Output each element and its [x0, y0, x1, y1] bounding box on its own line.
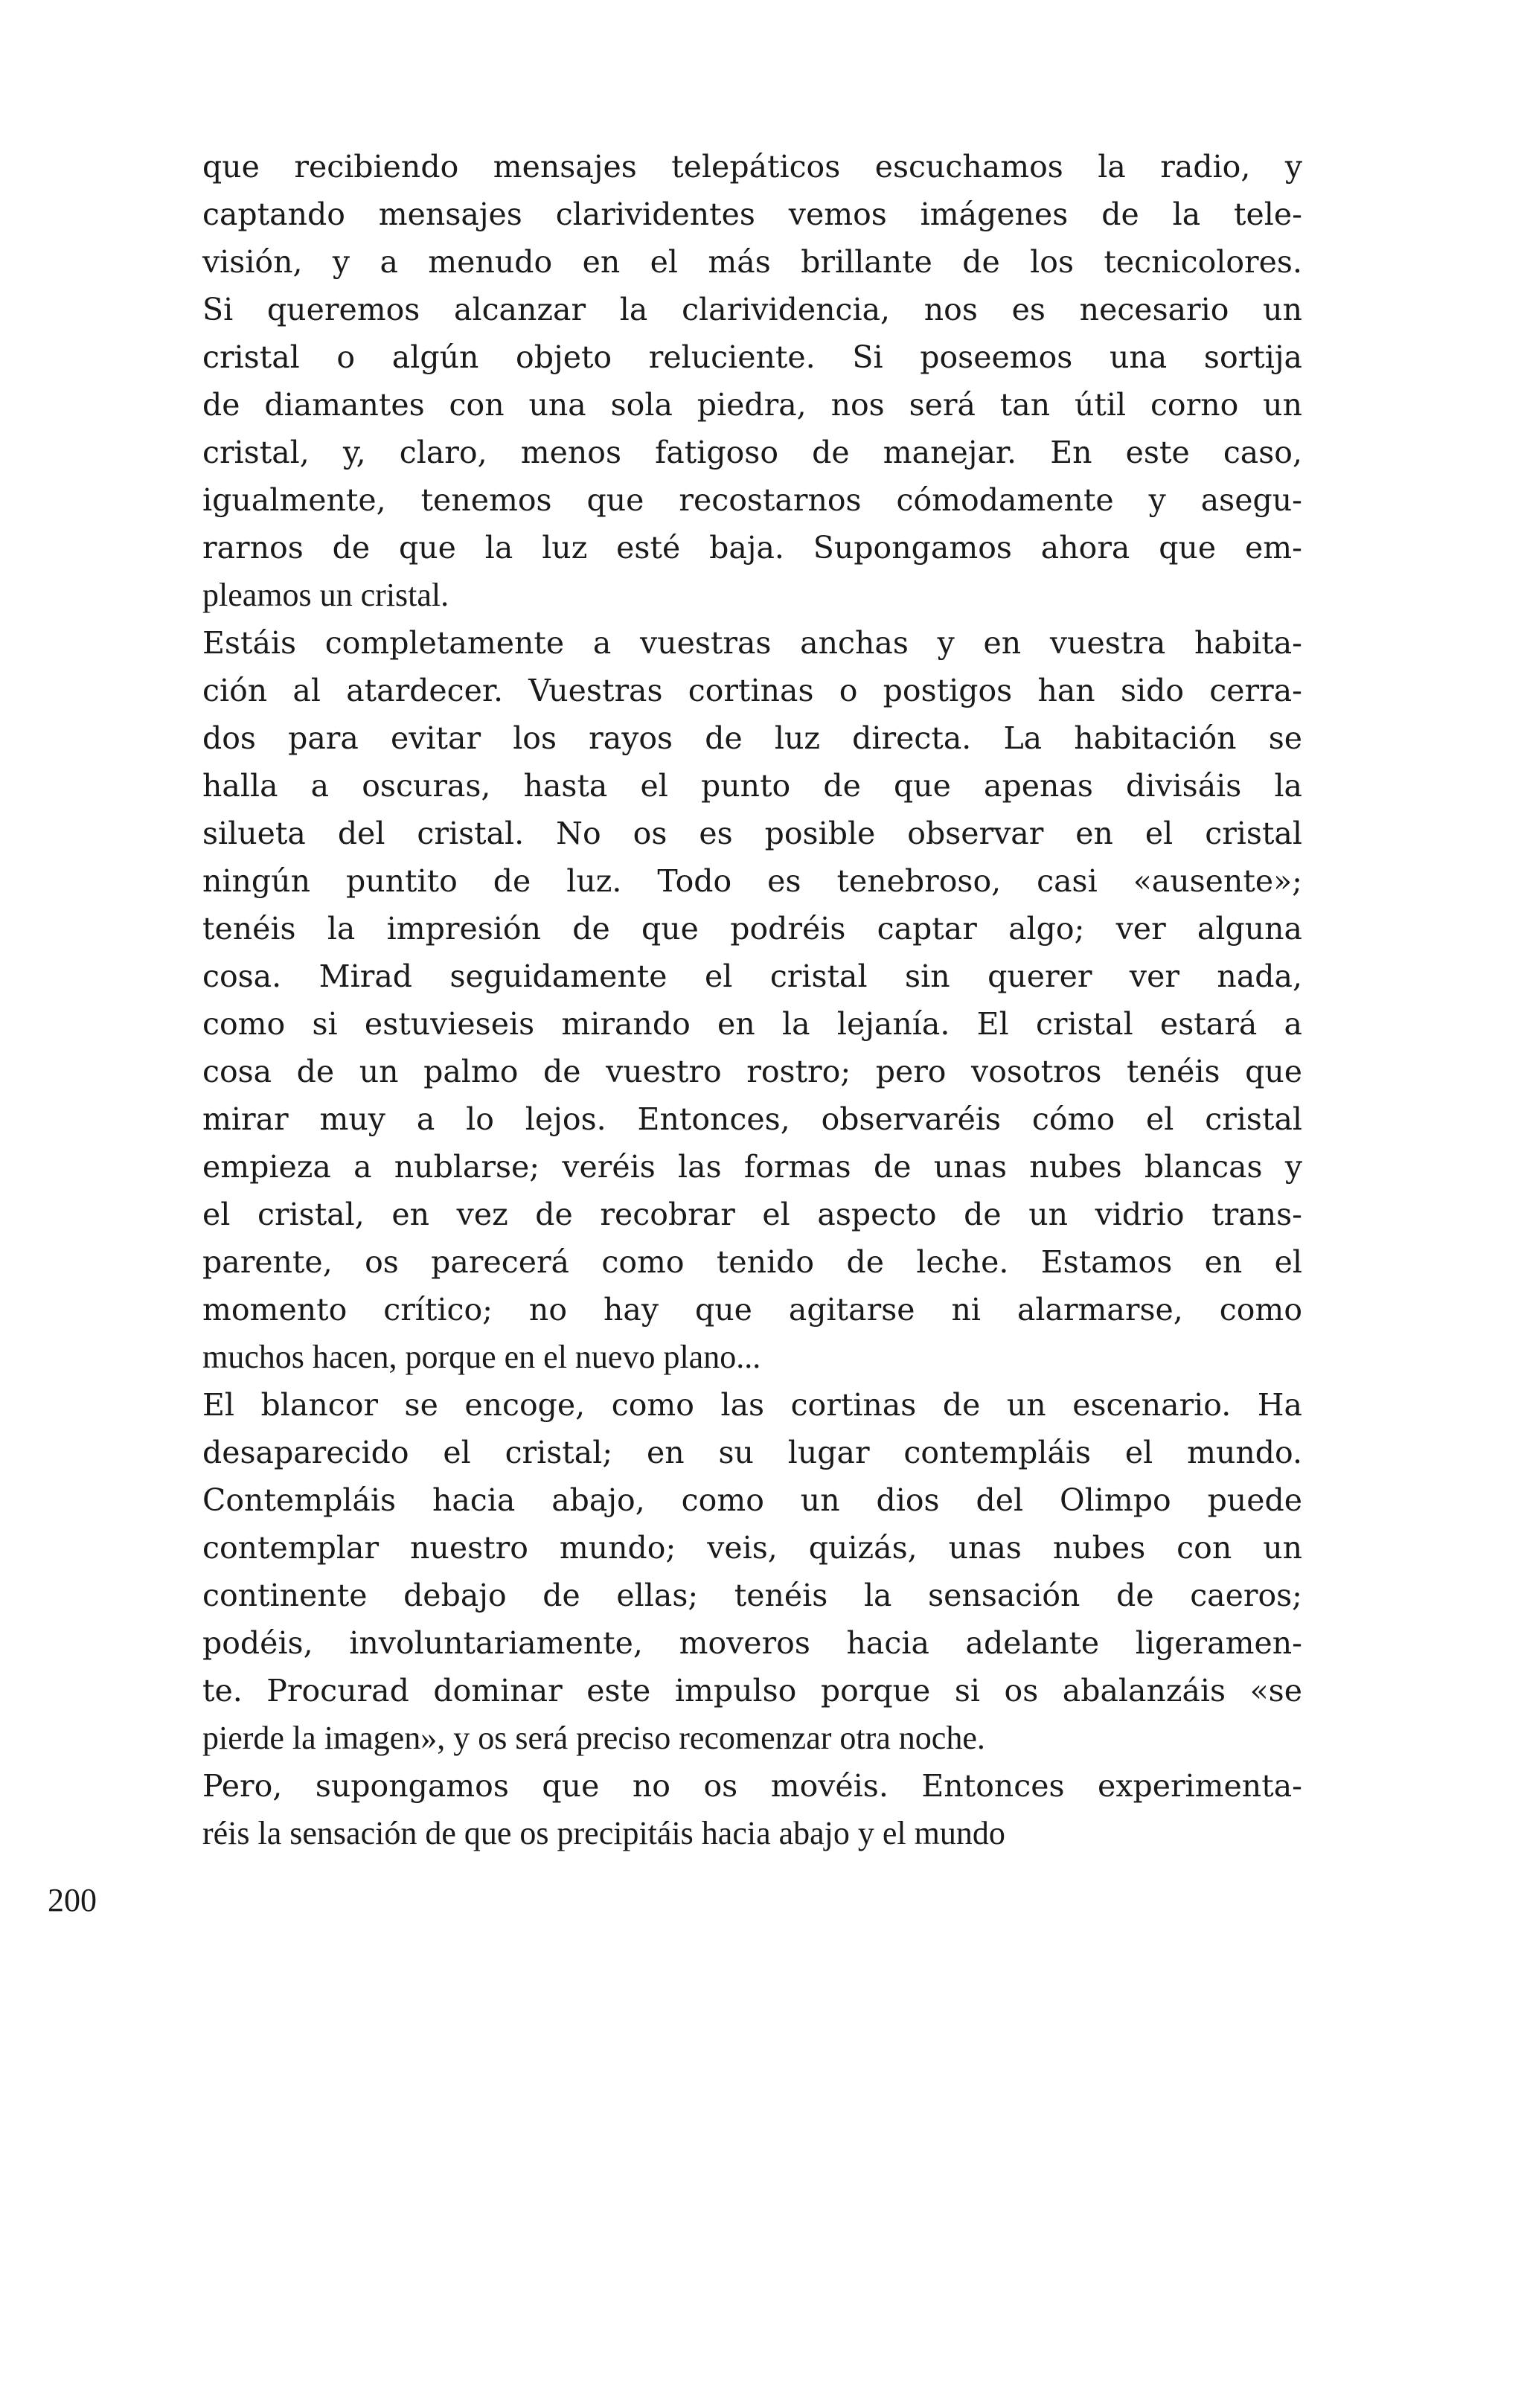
text-line: muchos hacen, porque en el nuevo plano... [202, 1339, 761, 1375]
text-line: cristal, y, claro, menos fatigoso de manejar. En este caso, [202, 435, 1302, 470]
page-number: 200 [48, 1882, 97, 1918]
text-line: podéis, involuntariamente, moveros hacia adelante ligeramen- [202, 1625, 1302, 1661]
text-line: el cristal, en vez de recobrar el aspecto de un vidrio trans- [202, 1197, 1302, 1232]
paragraph [202, 143, 1302, 619]
text-line: dos para evitar los rayos de luz directa. La habitación se [202, 720, 1302, 756]
text-line: de diamantes con una sola piedra, nos será tan útil corno un [202, 387, 1302, 423]
text-line: El blancor se encoge, como las cortinas de un escenario. Ha [202, 1387, 1302, 1423]
paragraph [202, 1381, 1302, 1762]
paragraph [202, 619, 1302, 1381]
text-line: cristal o algún objeto reluciente. Si poseemos una sortija [202, 339, 1302, 375]
text-line: silueta del cristal. No os es posible observar en el cristal [202, 816, 1302, 851]
text-line: Pero, supongamos que no os movéis. Entonces experimenta- [202, 1768, 1302, 1804]
text-line: rarnos de que la luz esté baja. Supongamos ahora que em- [202, 530, 1302, 566]
text-line: Estáis completamente a vuestras anchas y en vuestra habita- [202, 625, 1302, 661]
text-line: cosa de un palmo de vuestro rostro; pero vosotros tenéis que [202, 1054, 1302, 1089]
text-line: que recibiendo mensajes telepáticos escuchamos la radio, y [202, 149, 1302, 185]
text-line: visión, y a menudo en el más brillante de los tecnicolores. [202, 244, 1302, 280]
text-line: tenéis la impresión de que podréis captar algo; ver alguna [202, 911, 1302, 947]
text-line: ción al atardecer. Vuestras cortinas o postigos han sido cerra- [202, 673, 1302, 708]
text-line: Si queremos alcanzar la clarividencia, nos es necesario un [202, 292, 1302, 327]
text-line: pierde la imagen», y os será preciso recomenzar otra noche. [202, 1720, 985, 1756]
text-line: empieza a nublarse; veréis las formas de unas nubes blancas y [202, 1149, 1302, 1185]
text-line: ningún puntito de luz. Todo es tenebroso, casi «ausente»; [202, 863, 1302, 899]
text-line: momento crítico; no hay que agitarse ni alarmarse, como [202, 1292, 1302, 1328]
text-line: halla a oscuras, hasta el punto de que apenas divisáis la [202, 768, 1302, 804]
text-line: te. Procurad dominar este impulso porque si os abalanzáis «se [202, 1673, 1302, 1709]
text-line: contemplar nuestro mundo; veis, quizás, unas nubes con un [202, 1530, 1302, 1566]
text-line: como si estuvieseis mirando en la lejanía. El cristal estará a [202, 1006, 1302, 1042]
text-line: parente, os parecerá como tenido de leche. Estamos en el [202, 1244, 1302, 1280]
text-line: cosa. Mirad seguidamente el cristal sin querer ver nada, [202, 958, 1302, 994]
text-line: Contempláis hacia abajo, como un dios del Olimpo puede [202, 1482, 1302, 1518]
text-line: desaparecido el cristal; en su lugar contempláis el mundo. [202, 1435, 1302, 1470]
text-line: pleamos un cristal. [202, 577, 449, 613]
paragraph [202, 1762, 1302, 1857]
text-line: igualmente, tenemos que recostarnos cómodamente y asegu- [202, 482, 1302, 518]
page-body [202, 143, 1302, 1857]
text-line: réis la sensación de que os precipitáis hacia abajo y el mundo [202, 1815, 1005, 1851]
text-line: captando mensajes clarividentes vemos imágenes de la tele- [202, 196, 1302, 232]
text-line: continente debajo de ellas; tenéis la sensación de caeros; [202, 1578, 1302, 1613]
text-line: mirar muy a lo lejos. Entonces, observaréis cómo el cristal [202, 1101, 1302, 1137]
